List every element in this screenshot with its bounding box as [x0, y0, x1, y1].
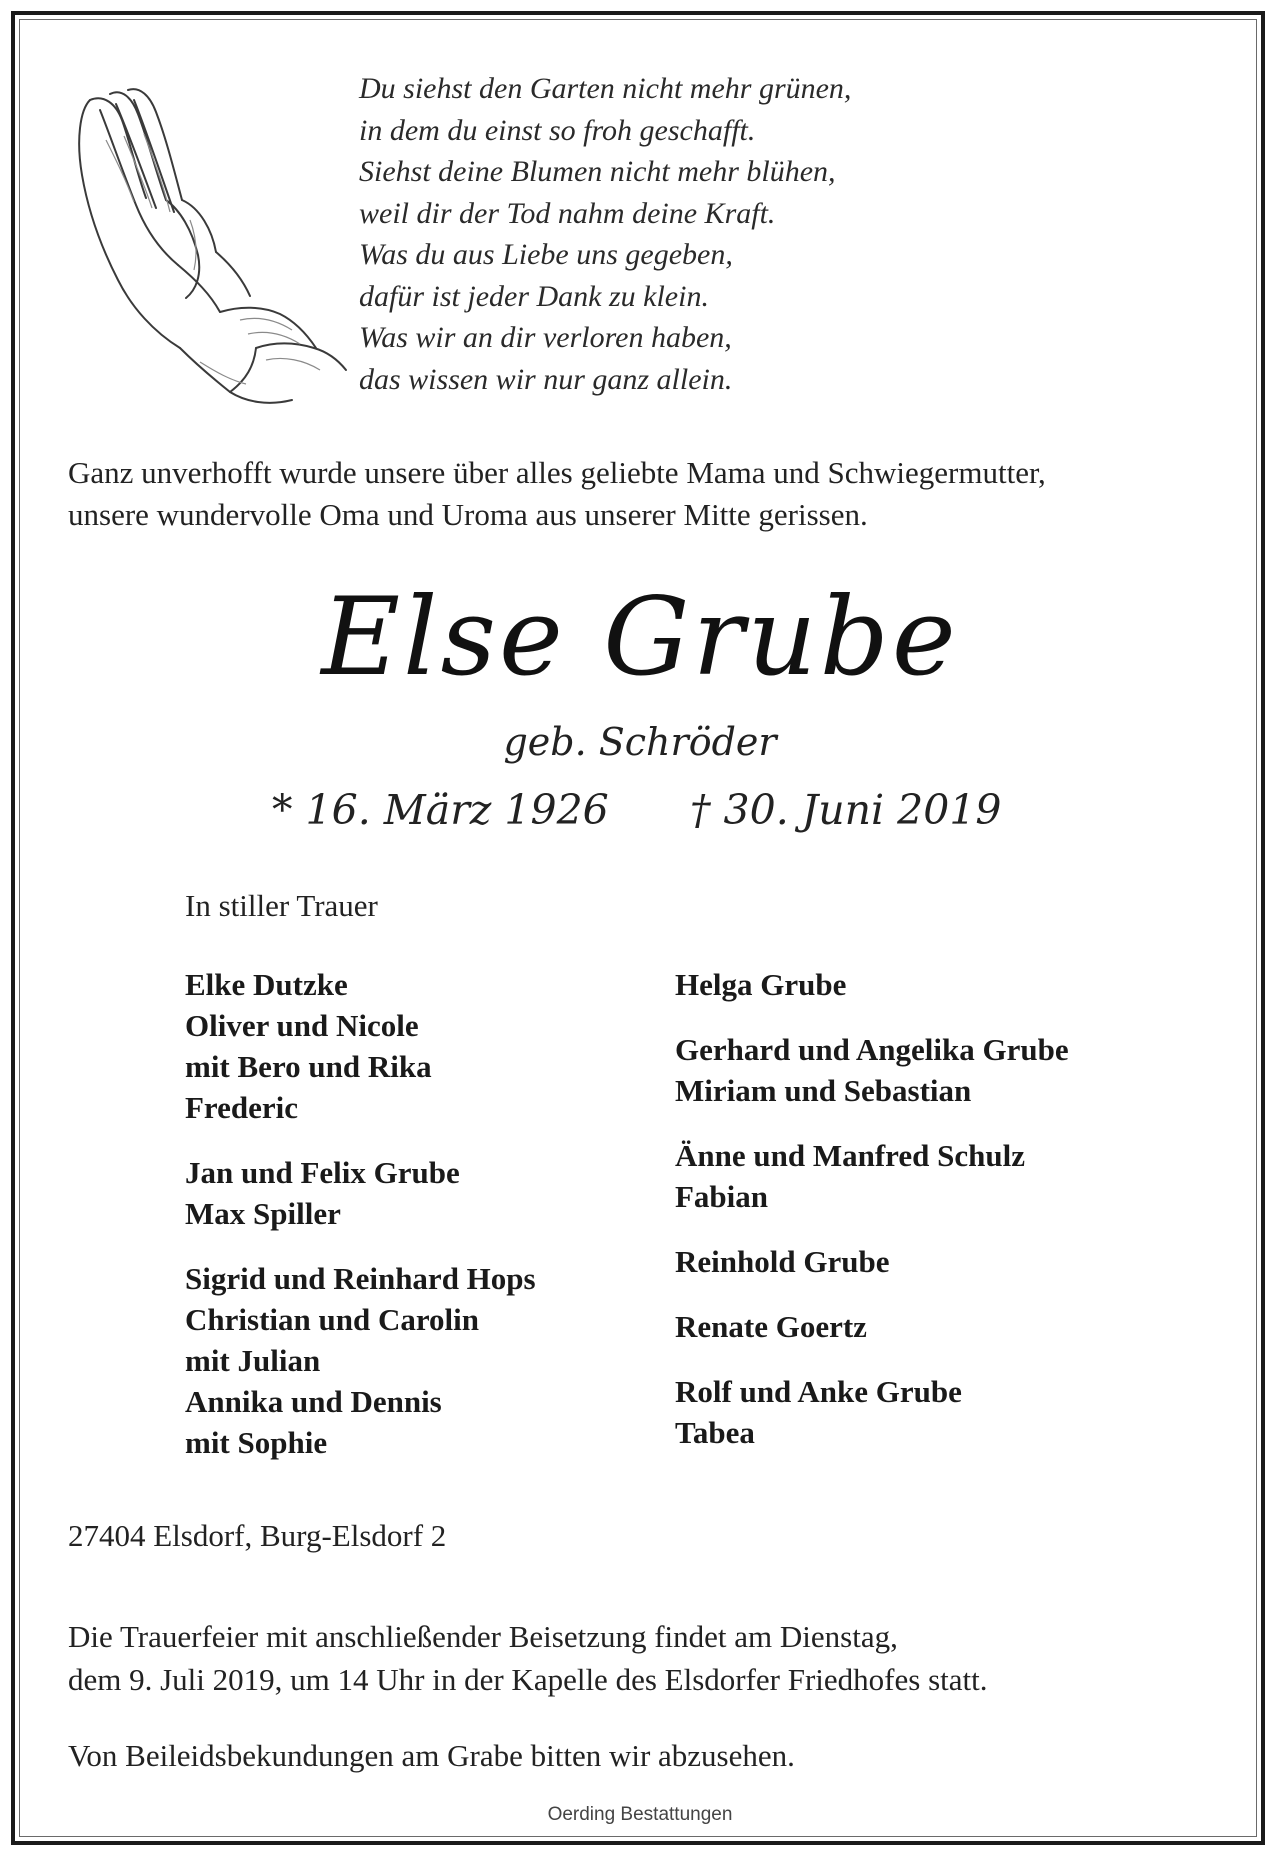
- mourners-right-column: [675, 964, 1195, 1477]
- undertaker-credit: Oerding Bestattungen: [547, 1804, 733, 1825]
- mourner-name: Rolf und Anke Grube: [675, 1374, 962, 1409]
- mourner-name: mit Bero und Rika: [185, 1049, 432, 1084]
- mourner-group: [185, 964, 645, 1128]
- service-info: [68, 1615, 987, 1701]
- birth-name: geb. Schröder: [503, 720, 777, 764]
- mourner-name: Frederic: [185, 1090, 299, 1125]
- poem-line: das wissen wir nur ganz allein.: [359, 362, 733, 396]
- mourner-name: Sigrid und Reinhard Hops: [185, 1261, 536, 1296]
- mourner-group: [675, 1029, 1195, 1111]
- death-date: † 30. Juni 2019: [690, 786, 1002, 834]
- mourners-left-column: [185, 964, 645, 1487]
- deceased-name: Else Grube: [321, 575, 959, 700]
- mourner-name: Tabea: [675, 1415, 755, 1450]
- mourner-name: Max Spiller: [185, 1196, 341, 1231]
- mourner-name: Annika und Dennis: [185, 1384, 442, 1419]
- poem-line: Was du aus Liebe uns gegeben,: [359, 238, 733, 271]
- mourner-group: [675, 1306, 1195, 1347]
- birth-date: * 16. März 1926: [272, 786, 609, 834]
- mourner-name: mit Julian: [185, 1343, 321, 1378]
- intro-text: [68, 452, 1228, 536]
- mourner-name: Reinhold Grube: [675, 1244, 890, 1279]
- mourner-name: Oliver und Nicole: [185, 1008, 419, 1043]
- poem-line: Was wir an dir verloren haben,: [359, 321, 732, 354]
- service-line: dem 9. Juli 2019, um 14 Uhr in der Kapelle des Elsdorfer Friedhofes statt.: [68, 1662, 988, 1697]
- mourner-name: Jan und Felix Grube: [185, 1155, 460, 1190]
- mourner-name: Renate Goertz: [675, 1309, 867, 1344]
- address: 27404 Elsdorf, Burg-Elsdorf 2: [68, 1518, 447, 1553]
- mourner-group: [675, 1135, 1195, 1217]
- service-line: Die Trauerfeier mit anschließender Beisetzung findet am Dienstag,: [68, 1619, 898, 1654]
- praying-hands-icon: [70, 80, 350, 410]
- mourner-name: mit Sophie: [185, 1425, 328, 1460]
- closing-note: Von Beileidsbekundungen am Grabe bitten wir abzusehen.: [68, 1738, 795, 1773]
- mourner-name: Christian und Carolin: [185, 1302, 480, 1337]
- poem-line: dafür ist jeder Dank zu klein.: [359, 279, 709, 313]
- mourner-name: Helga Grube: [675, 967, 847, 1002]
- intro-line: Ganz unverhofft wurde unsere über alles geliebte Mama und Schwiegermutter,: [68, 455, 1046, 490]
- poem-line: in dem du einst so froh geschafft.: [359, 113, 756, 147]
- mourner-group: [185, 1152, 645, 1234]
- mourner-name: Elke Dutzke: [185, 967, 348, 1002]
- poem-line: Du siehst den Garten nicht mehr grünen,: [359, 72, 852, 105]
- intro-line: unsere wundervolle Oma und Uroma aus unserer Mitte gerissen.: [68, 497, 868, 532]
- mourner-name: Gerhard und Angelika Grube: [675, 1032, 1069, 1067]
- mourner-group: [675, 1241, 1195, 1282]
- mourner-name: Fabian: [675, 1179, 769, 1214]
- mourner-group: [185, 1258, 645, 1463]
- mourning-label: In stiller Trauer: [185, 888, 378, 923]
- mourner-group: [675, 964, 1195, 1005]
- poem-line: weil dir der Tod nahm deine Kraft.: [359, 196, 776, 230]
- poem-line: Siehst deine Blumen nicht mehr blühen,: [359, 155, 836, 188]
- poem: [359, 68, 1159, 400]
- mourner-group: [675, 1371, 1195, 1453]
- mourner-name: Miriam und Sebastian: [675, 1073, 972, 1108]
- mourner-name: Änne und Manfred Schulz: [675, 1138, 1025, 1173]
